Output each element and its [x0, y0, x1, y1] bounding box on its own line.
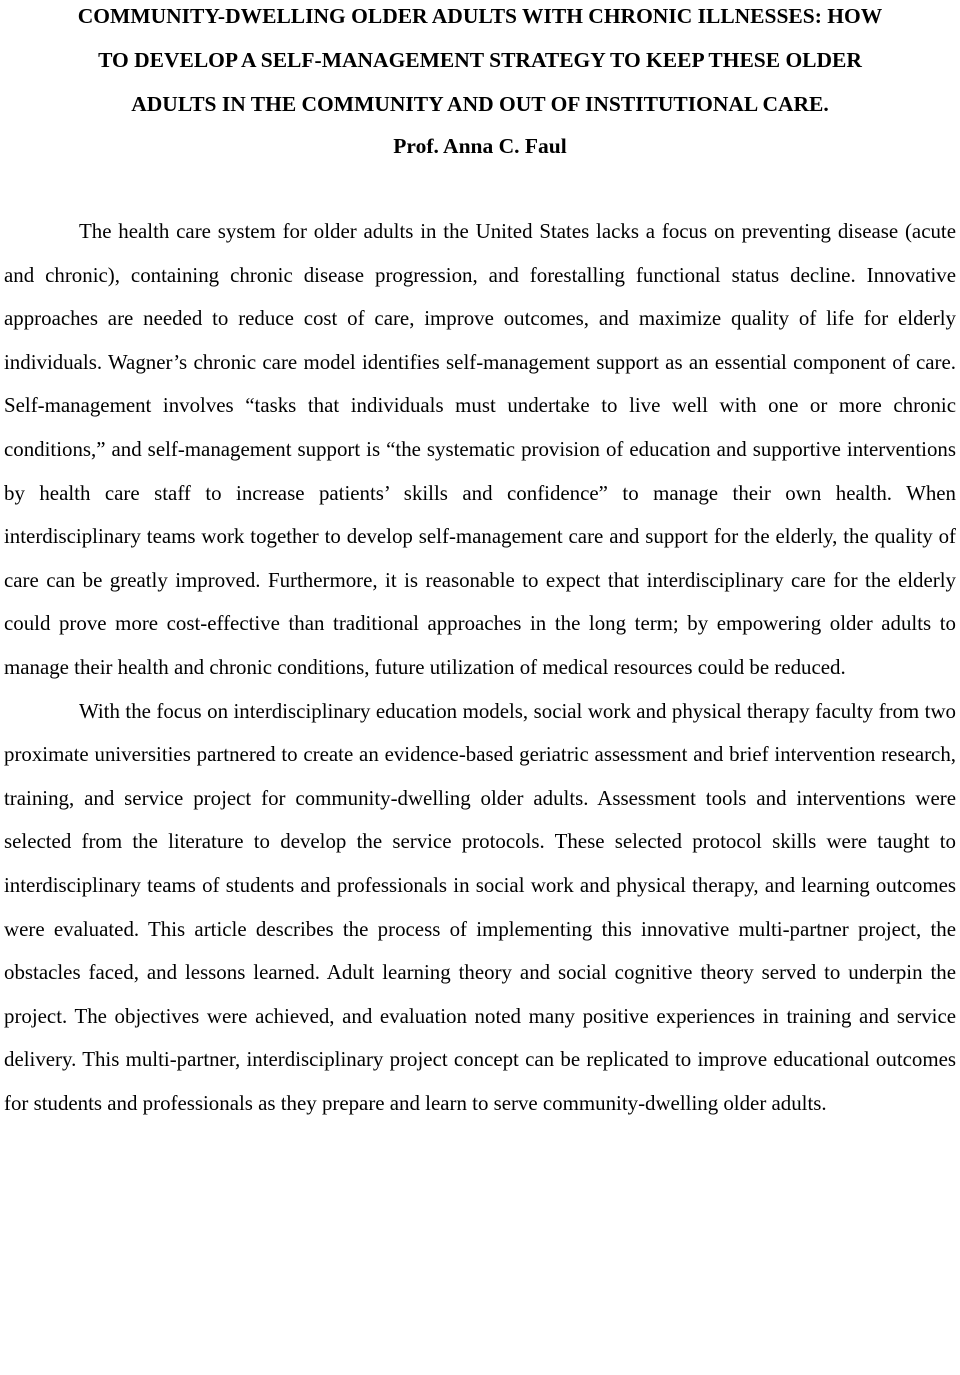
abstract-paragraph-2: With the focus on interdisciplinary education models, social work and physical therapy faculty from two proximate universities partnered to create an evidence-based geriatric assessment and brief intervention research, training, and service project for community-dwelling older adults. Assessment tools and interventions were selected from the literature to develop the service protocols. These selected protocol skills were taught to interdisciplinary teams of students and professionals in social work and physical therapy, and learning outcomes were evaluated. This article describes the process of implementing this innovative multi-partner project, the obstacles faced, and lessons learned. Adult learning theory and social cognitive theory served to underpin the project. The objectives were achieved, and evaluation noted many positive experiences in training and service delivery. This multi-partner, interdisciplinary project concept can be replicated to improve educational outcomes for students and professionals as they prepare and learn to serve community-dwelling older adults. — [4, 698, 956, 1115]
title-line-3: ADULTS IN THE COMMUNITY AND OUT OF INSTITUTIONAL CARE. — [131, 92, 829, 116]
document-page — [4, 0, 956, 1125]
abstract-paragraph-1: The health care system for older adults in the United States lacks a focus on preventing disease (acute and chronic), containing chronic disease progression, and forestalling functional status decline. Innovative approaches are needed to reduce cost of care, improve outcomes, and maximize quality of life for elderly individuals. Wagner’s chronic care model identifies self-management support as an essential component of care. Self-management involves “tasks that individuals must undertake to live well with one or more chronic conditions,” and self-management support is “the systematic provision of education and supportive interventions by health care staff to increase patients’ skills and confidence” to manage their own health. When interdisciplinary teams work together to develop self-management care and support for the elderly, the quality of care can be greatly improved. Furthermore, it is reasonable to expect that interdisciplinary care for the elderly could prove more cost-effective than traditional approaches in the long term; by empowering older adults to manage their health and chronic conditions, future utilization of medical resources could be reduced. — [4, 219, 956, 679]
title-line-2: TO DEVELOP A SELF-MANAGEMENT STRATEGY TO KEEP THESE OLDER — [98, 48, 862, 72]
author-name: Prof. Anna C. Faul — [393, 134, 567, 158]
title-line-1: COMMUNITY-DWELLING OLDER ADULTS WITH CHRONIC ILLNESSES: HOW — [77, 4, 883, 28]
document-title — [4, 0, 956, 126]
